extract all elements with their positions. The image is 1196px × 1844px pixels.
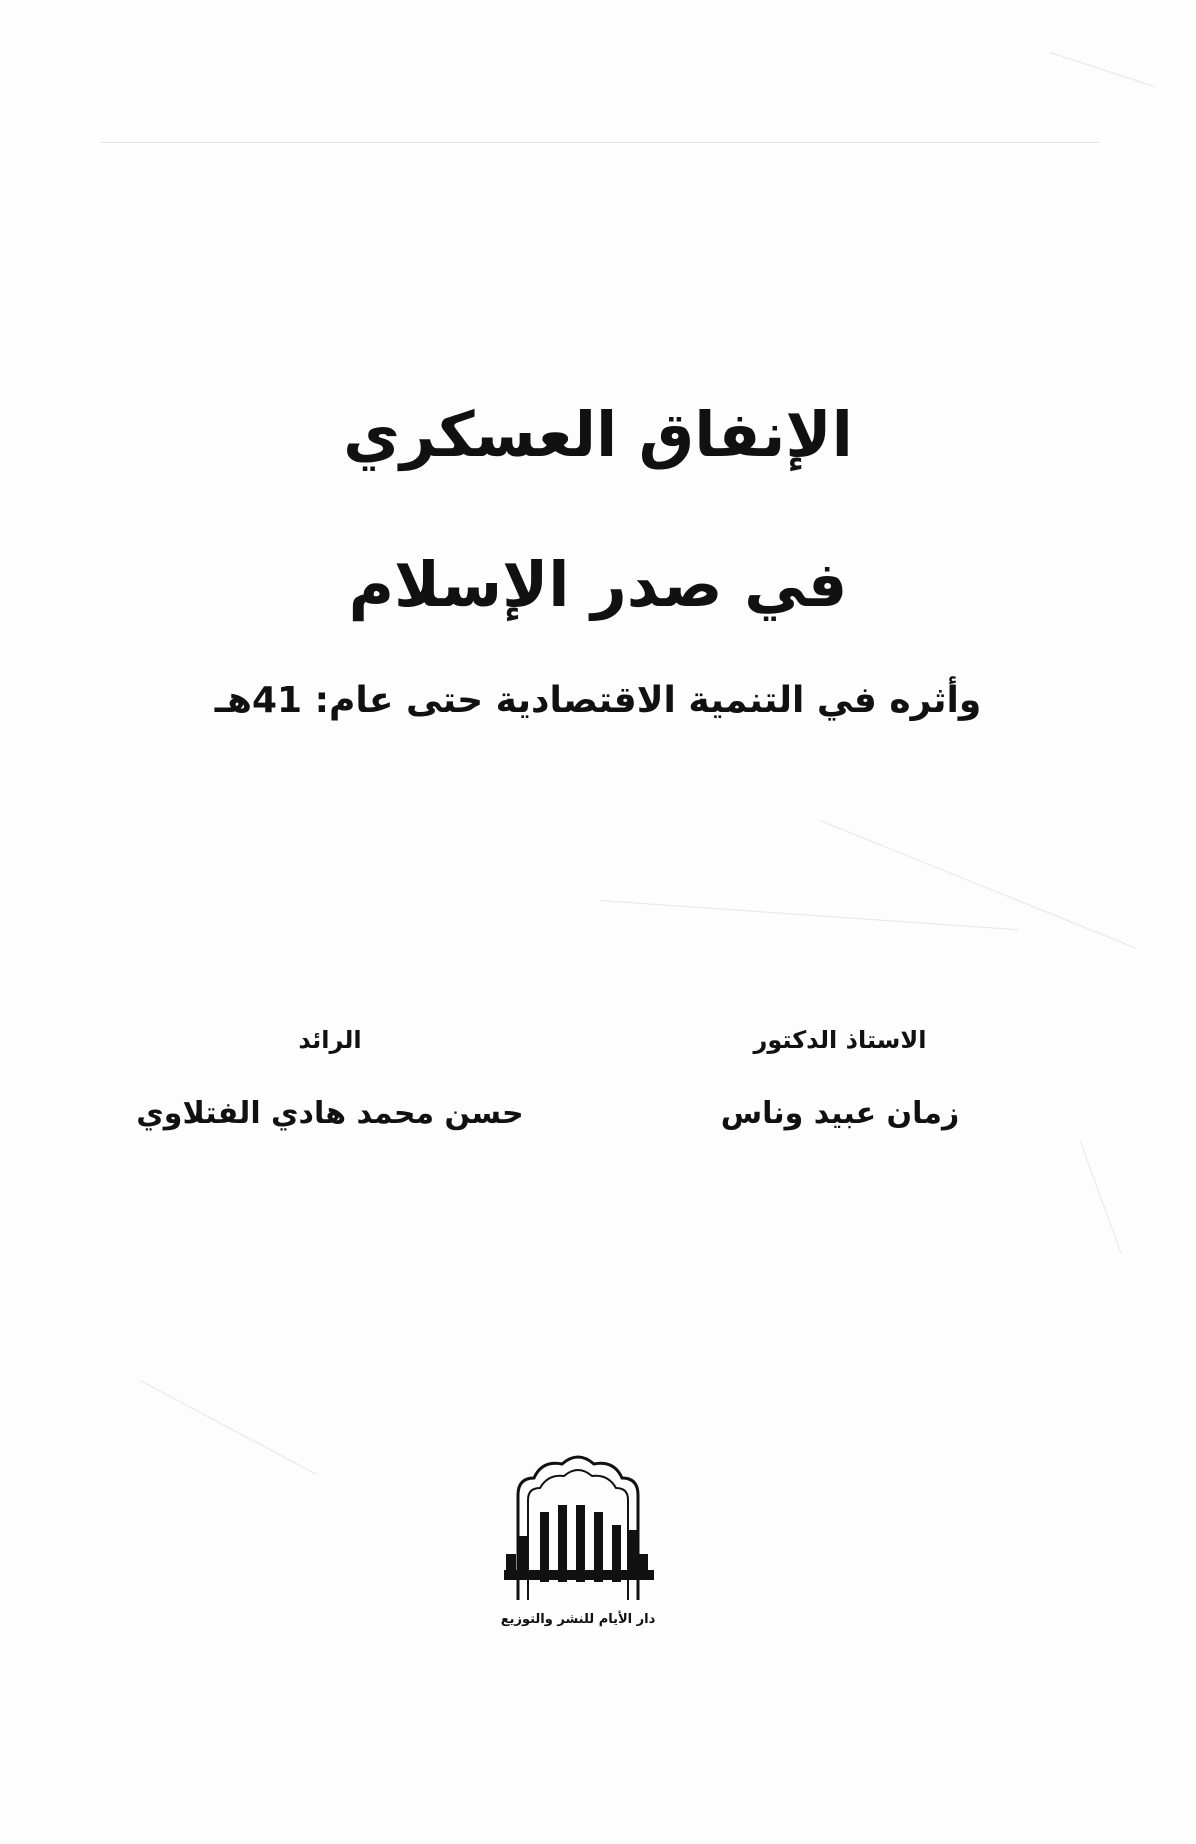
book-subtitle: وأثره في التنمية الاقتصادية حتى عام: 41هـ — [214, 680, 982, 721]
scan-artifact — [600, 900, 1019, 930]
publisher-logo-mark — [478, 1450, 678, 1610]
scan-artifact — [1050, 52, 1155, 87]
scan-artifact — [140, 1380, 317, 1475]
author-name: حسن محمد هادي الفتلاوي — [136, 1096, 524, 1131]
author-name: زمان عبيد وناس — [720, 1096, 960, 1131]
book-title-line1: الإنفاق العسكري — [343, 398, 853, 471]
author-rank: الاستاذ الدكتور — [753, 1026, 927, 1054]
book-title-line2: في صدر الإسلام — [348, 548, 848, 621]
author-rank: الرائد — [298, 1026, 362, 1054]
scan-artifact — [1080, 1140, 1122, 1253]
publisher-logo — [468, 1450, 688, 1640]
author-secondary — [130, 1026, 530, 1131]
author-primary — [690, 1026, 990, 1131]
scan-artifact — [820, 820, 1136, 948]
publisher-name: دار الأيام للنشر والتوزيع — [500, 1612, 656, 1627]
faint-header-rule — [100, 118, 1100, 143]
